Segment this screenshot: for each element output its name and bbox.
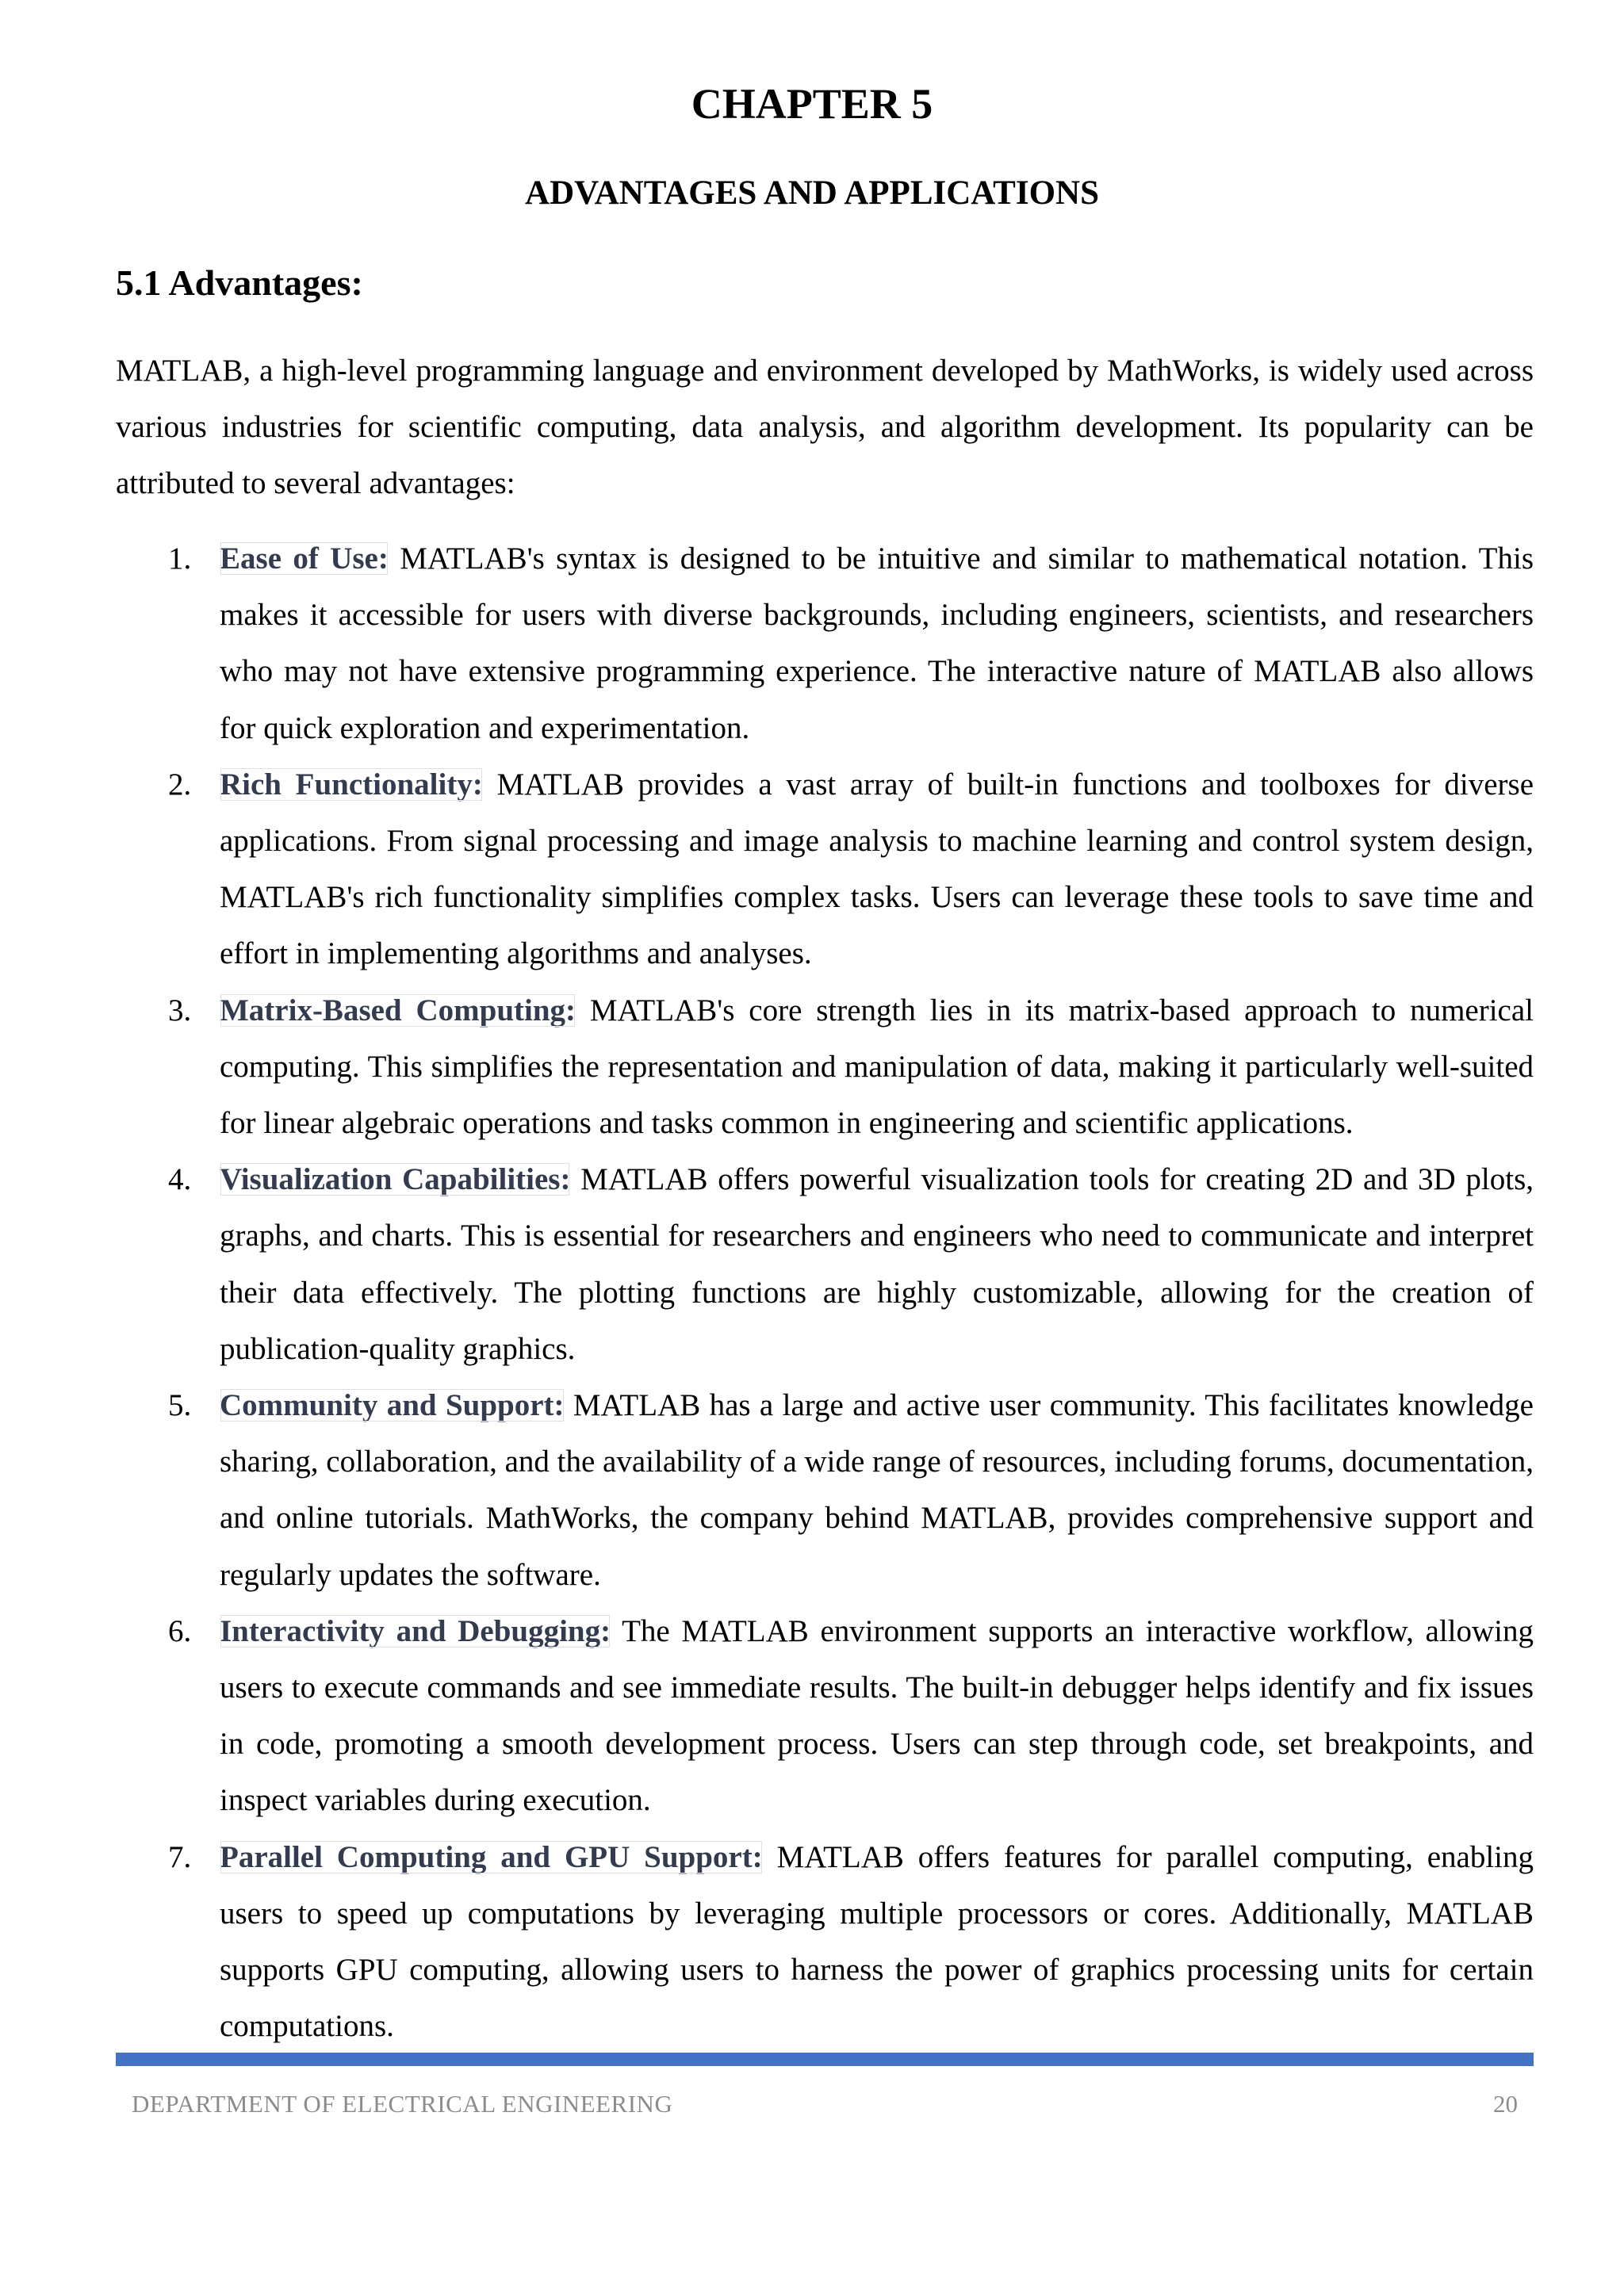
advantage-number: 1.	[168, 541, 192, 576]
advantage-text: MATLAB offers features for parallel computing, enabling users to speed up computations by leveraging multiple processors or cores. Additionally, MATLAB supports GPU computing, allowing users to harness the power of graphics processing units for certain computations.	[220, 1839, 1534, 2044]
advantage-number: 5.	[168, 1388, 192, 1423]
advantage-term: Community and Support:	[220, 1388, 565, 1423]
footer-department: DEPARTMENT OF ELECTRICAL ENGINEERING	[132, 2090, 673, 2118]
advantage-text: MATLAB has a large and active user community. This facilitates knowledge sharing, collaboration, and the availability of a wide range of resources, including forums, documentation, and online tutorials. MathWorks, the company behind MATLAB, provides comprehensive support and regularly updates the software.	[220, 1388, 1534, 1592]
advantage-text: MATLAB provides a vast array of built-in functions and toolboxes for diverse applications. From signal processing and image analysis to machine learning and control system design, MATLAB's rich functionality simplifies complex tasks. Users can leverage these tools to save time and effort in implementing algorithms and analyses.	[220, 767, 1534, 971]
advantage-text: The MATLAB environment supports an interactive workflow, allowing users to execute commands and see immediate results. The built-in debugger helps identify and fix issues in code, promoting a smooth development process. Users can step through code, set breakpoints, and inspect variables during execution.	[220, 1613, 1534, 1818]
advantage-term: Ease of Use:	[220, 541, 389, 576]
chapter-title: ADVANTAGES AND APPLICATIONS	[525, 174, 1099, 212]
advantage-text: MATLAB's core strength lies in its matrix-based approach to numerical computing. This simplifies the representation and manipulation of data, making it particularly well-suited for linear algebraic operations and tasks common in engineering and scientific applications.	[220, 993, 1534, 1141]
advantage-number: 7.	[168, 1839, 192, 1874]
intro-paragraph: MATLAB, a high-level programming language and environment developed by MathWorks, is widely used across various industries for scientific computing, data analysis, and algorithm development. Its popularity can be attributed to several advantages:	[116, 354, 1534, 500]
section-heading: 5.1 Advantages:	[116, 262, 363, 303]
advantages-list	[116, 530, 1534, 2054]
advantage-term: Interactivity and Debugging:	[220, 1613, 611, 1648]
advantage-number: 6.	[168, 1613, 192, 1648]
advantage-item-visualization	[116, 1151, 1534, 1377]
advantage-item-rich-functionality	[116, 756, 1534, 982]
advantage-item-parallel-gpu	[116, 1829, 1534, 2055]
page-number: 20	[1493, 2090, 1518, 2118]
advantage-item-matrix-based-computing	[116, 982, 1534, 1152]
advantage-term: Parallel Computing and GPU Support:	[220, 1839, 763, 1874]
chapter-number: CHAPTER 5	[691, 80, 933, 128]
advantage-number: 3.	[168, 993, 192, 1027]
advantage-text: MATLAB offers powerful visualization tools for creating 2D and 3D plots, graphs, and charts. This is essential for researchers and engineers who need to communicate and interpret their data effectively. The plotting functions are highly customizable, allowing for the creation of publication-quality graphics.	[220, 1162, 1534, 1366]
advantage-term: Visualization Capabilities:	[220, 1162, 571, 1197]
advantage-term: Matrix-Based Computing:	[220, 993, 576, 1027]
advantage-item-ease-of-use	[116, 530, 1534, 756]
advantage-item-community-support	[116, 1377, 1534, 1603]
advantage-item-interactivity-debugging	[116, 1603, 1534, 1829]
advantage-number: 4.	[168, 1162, 192, 1197]
advantage-term: Rich Functionality:	[220, 767, 483, 802]
advantage-text: MATLAB's syntax is designed to be intuitive and similar to mathematical notation. This makes it accessible for users with diverse backgrounds, including engineers, scientists, and researchers who may not have extensive programming experience. The interactive nature of MATLAB also allows for quick exploration and experimentation.	[220, 541, 1534, 745]
footer-divider	[116, 2053, 1534, 2066]
advantage-number: 2.	[168, 767, 192, 802]
